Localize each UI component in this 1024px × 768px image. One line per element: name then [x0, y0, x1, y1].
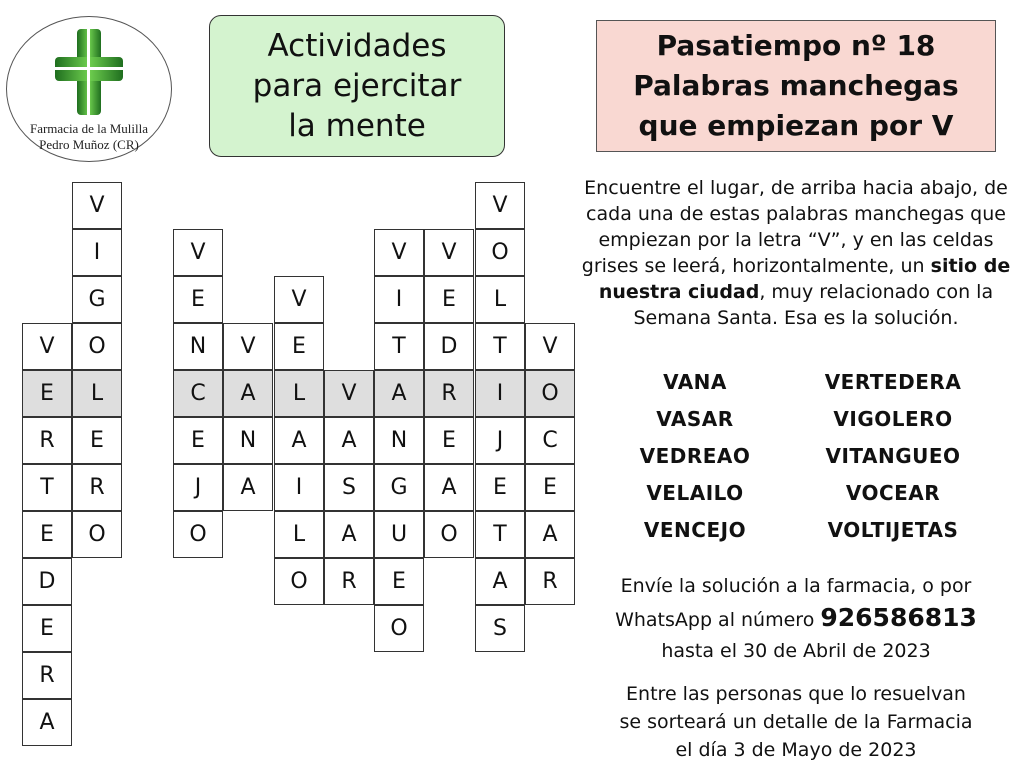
- send-line1: Envíe la solución a la farmacia, o por: [620, 575, 972, 597]
- grid-cell: E: [72, 417, 122, 464]
- instructions-part2: , muy relacionado con la Semana Santa. Esa es la solución.: [633, 281, 994, 329]
- grid-cell: V: [424, 229, 474, 276]
- word-list-right: [798, 368, 988, 553]
- grid-cell: R: [22, 652, 72, 699]
- instructions-text: [578, 175, 1014, 331]
- grid-cell: G: [374, 464, 424, 511]
- grid-cell: A: [374, 370, 424, 417]
- grid-cell: G: [72, 276, 122, 323]
- grid-cell: D: [424, 323, 474, 370]
- grid-cell: E: [525, 464, 575, 511]
- instructions-part1: Encuentre el lugar, de arriba hacia abajo, de cada una de estas palabras manchegas que empiezan por la letra “V”, y en las celdas grises se leerá, horizontalmente, un: [581, 177, 1008, 277]
- grid-cell: V: [173, 229, 223, 276]
- grid-cell: O: [173, 511, 223, 558]
- grid-cell: T: [475, 323, 525, 370]
- grid-cell: L: [475, 276, 525, 323]
- grid-cell: A: [274, 417, 324, 464]
- grid-cell: N: [374, 417, 424, 464]
- send-line3: hasta el 30 de Abril de 2023: [661, 640, 931, 662]
- grid-cell: I: [475, 370, 525, 417]
- grid-cell: E: [274, 323, 324, 370]
- puzzle-title-line: Pasatiempo nº 18: [656, 29, 936, 62]
- activities-line: para ejercitar: [252, 68, 462, 104]
- grid-cell: J: [475, 417, 525, 464]
- word-item: VELAILO: [646, 481, 744, 505]
- word-item: VANA: [663, 370, 727, 394]
- grid-cell: E: [424, 276, 474, 323]
- logo-name-line1: Farmacia de la Mulilla: [29, 121, 149, 136]
- grid-cell: O: [374, 605, 424, 652]
- grid-cell: O: [72, 323, 122, 370]
- grid-cell: E: [173, 276, 223, 323]
- grid-cell: O: [72, 511, 122, 558]
- grid-cell: A: [424, 464, 474, 511]
- grid-cell: V: [22, 323, 72, 370]
- grid-cell: N: [173, 323, 223, 370]
- grid-cell: O: [424, 511, 474, 558]
- grid-cell: E: [374, 558, 424, 605]
- grid-cell: E: [173, 417, 223, 464]
- grid-cell: A: [525, 511, 575, 558]
- logo-name-line2: Pedro Muñoz (CR): [39, 137, 139, 152]
- grid-cell: I: [374, 276, 424, 323]
- grid-cell: S: [475, 605, 525, 652]
- grid-cell: L: [274, 511, 324, 558]
- grid-cell: T: [22, 464, 72, 511]
- raffle-info: [590, 680, 1002, 764]
- grid-cell: S: [324, 464, 374, 511]
- word-item: VEDREAO: [639, 444, 751, 468]
- word-item: VOCEAR: [845, 481, 941, 505]
- activities-line: Actividades: [267, 28, 447, 64]
- grid-cell: R: [22, 417, 72, 464]
- grid-cell: L: [72, 370, 122, 417]
- word-item: VITANGUEO: [825, 444, 961, 468]
- grid-cell: L: [274, 370, 324, 417]
- grid-cell: O: [475, 229, 525, 276]
- grid-cell: I: [72, 229, 122, 276]
- grid-cell: I: [274, 464, 324, 511]
- grid-cell: A: [324, 511, 374, 558]
- grid-cell: R: [525, 558, 575, 605]
- grid-cell: V: [223, 323, 273, 370]
- grid-cell: E: [475, 464, 525, 511]
- word-item: VENCEJO: [643, 518, 747, 542]
- raffle-line: Entre las personas que lo resuelvan: [626, 683, 966, 705]
- raffle-line: el día 3 de Mayo de 2023: [675, 739, 917, 761]
- puzzle-title-line: que empiezan por V: [638, 109, 954, 142]
- puzzle-title-box: [596, 20, 996, 152]
- activities-line: la mente: [288, 108, 426, 144]
- grid-cell: V: [475, 182, 525, 229]
- grid-cell: E: [22, 370, 72, 417]
- send-line2: [590, 602, 1002, 636]
- word-item: VERTEDERA: [824, 370, 962, 394]
- word-item: VIGOLERO: [833, 407, 953, 431]
- grid-cell: N: [223, 417, 273, 464]
- grid-cell: C: [525, 417, 575, 464]
- grid-cell: E: [424, 417, 474, 464]
- grid-cell: V: [72, 182, 122, 229]
- grid-cell: R: [424, 370, 474, 417]
- word-list: [600, 368, 990, 548]
- grid-cell: T: [475, 511, 525, 558]
- word-item: VASAR: [656, 407, 734, 431]
- word-list-left: [600, 368, 790, 553]
- grid-cell: E: [22, 511, 72, 558]
- grid-cell: C: [173, 370, 223, 417]
- grid-cell: V: [374, 229, 424, 276]
- grid-cell: V: [274, 276, 324, 323]
- grid-cell: V: [525, 323, 575, 370]
- grid-cell: A: [475, 558, 525, 605]
- grid-cell: O: [274, 558, 324, 605]
- grid-cell: D: [22, 558, 72, 605]
- word-item: VOLTIJETAS: [827, 518, 959, 542]
- grid-cell: V: [324, 370, 374, 417]
- grid-cell: A: [324, 417, 374, 464]
- puzzle-title-line: Palabras manchegas: [633, 69, 959, 102]
- submission-info: [590, 571, 1002, 667]
- send-line2-prefix: WhatsApp al número: [615, 609, 821, 631]
- grid-cell: R: [72, 464, 122, 511]
- grid-cell: A: [223, 464, 273, 511]
- grid-cell: E: [22, 605, 72, 652]
- grid-cell: U: [374, 511, 424, 558]
- grid-cell: A: [22, 699, 72, 746]
- grid-cell: A: [223, 370, 273, 417]
- phone-number: 926586813: [820, 603, 977, 632]
- instructions-bold: sitio de nuestra ciudad: [598, 255, 1011, 303]
- grid-cell: J: [173, 464, 223, 511]
- grid-cell: O: [525, 370, 575, 417]
- grid-cell: R: [324, 558, 374, 605]
- grid-cell: T: [374, 323, 424, 370]
- raffle-line: se sorteará un detalle de la Farmacia: [619, 711, 973, 733]
